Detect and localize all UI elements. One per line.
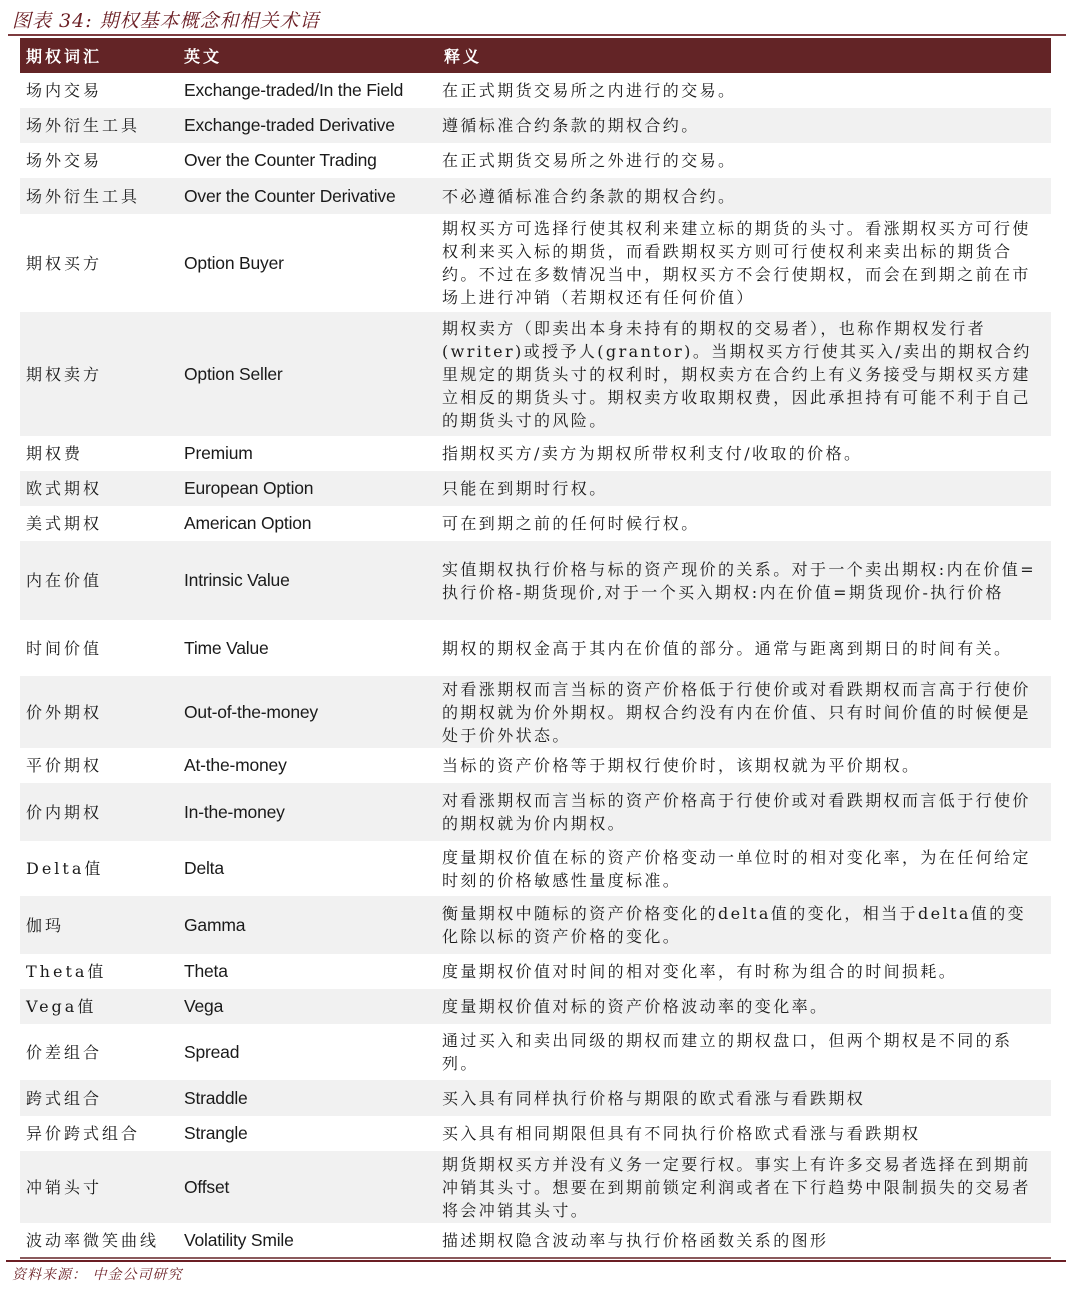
english-cell: Option Seller — [184, 363, 283, 384]
english-cell: Intrinsic Value — [184, 570, 290, 590]
english-cell: Theta — [184, 961, 228, 981]
definition-cell: 买入具有相同期限但具有不同执行价格欧式看涨与看跌期权 — [442, 1124, 921, 1143]
table-row — [20, 178, 1051, 214]
english-cell: Exchange-traded Derivative — [184, 115, 395, 135]
definition-cell: 实值期权执行价格与标的资产现价的关系。对于一个卖出期权:内在价值=执行价格-期货现价,对于一个买入期权:内在价值=期货现价-执行价格 — [442, 559, 1036, 602]
source-note: 资料来源： 中金公司研究 — [12, 1267, 183, 1283]
english-cell: Strangle — [184, 1123, 248, 1143]
english-cell: Straddle — [184, 1087, 248, 1108]
term-cell: 异价跨式组合 — [26, 1124, 141, 1143]
definition-cell: 期权卖方（即卖出本身未持有的期权的交易者），也称作期权发行者(writer)或授予人(grantor)。当期权买方行使其买入/卖出的期权合约里规定的期货头寸的权利时，期权卖方在合约上有义务接受与期权买方建立相反的期货头寸。期权卖方收取期权费，因此承担持有可能不利于自己的期货头寸的风险。 — [442, 318, 1032, 430]
header-english: 英文 — [184, 47, 223, 66]
table-row — [20, 312, 1051, 436]
english-cell: American Option — [184, 513, 312, 533]
english-cell: Vega — [184, 996, 224, 1016]
definition-cell: 期权买方可选择行使其权利来建立标的期货的头寸。看涨期权买方可行使权利来买入标的期货，而看跌期权买方则可行使权利来卖出标的期货合约。不过在多数情况当中，期权买方不会行使期权，而会在到期之前在市场上进行冲销（若期权还有任何价值） — [442, 219, 1031, 307]
english-cell: Spread — [184, 1041, 240, 1062]
term-cell: 内在价值 — [26, 571, 103, 590]
term-cell: 伽玛 — [26, 915, 65, 935]
term-cell: 场外衍生工具 — [26, 116, 141, 135]
english-cell: In-the-money — [184, 801, 285, 822]
term-cell: 跨式组合 — [26, 1088, 103, 1108]
term-cell: 平价期权 — [26, 756, 103, 775]
table-row — [20, 1151, 1051, 1223]
table-row — [20, 1223, 1051, 1258]
table-row — [20, 748, 1051, 783]
definition-cell: 当标的资产价格等于期权行使价时，该期权就为平价期权。 — [442, 756, 921, 775]
term-cell: 波动率微笑曲线 — [26, 1231, 160, 1250]
definition-cell: 期权的期权金高于其内在价值的部分。通常与距离到期日的时间有关。 — [442, 638, 1013, 658]
english-cell: Option Buyer — [184, 252, 284, 273]
definition-cell: 期货期权买方并没有义务一定要行权。事实上有许多交易者选择在到期前冲销其头寸。想要在到期前锁定利润或者在下行趋势中限制损失的交易者将会冲销其头寸。 — [442, 1154, 1031, 1220]
definition-cell: 不必遵循标准合约条款的期权合约。 — [442, 186, 737, 206]
definition-cell: 在正式期货交易所之外进行的交易。 — [442, 151, 737, 170]
term-cell: 场外交易 — [26, 151, 103, 170]
table-row — [20, 73, 1051, 108]
definition-cell: 买入具有同样执行价格与期限的欧式看涨与看跌期权 — [442, 1088, 866, 1108]
english-cell: Volatility Smile — [184, 1230, 294, 1250]
table-row — [20, 954, 1051, 989]
definition-cell: 衡量期权中随标的资产价格变化的delta值的变化，相当于delta值的变化除以标的资产价格的变化。 — [442, 904, 1026, 946]
english-cell: European Option — [184, 478, 314, 498]
term-cell: 时间价值 — [26, 638, 103, 658]
definition-cell: 对看涨期权而言当标的资产价格高于行使价或对看跌期权而言低于行使价的期权就为价内期权。 — [442, 791, 1031, 833]
definition-cell: 对看涨期权而言当标的资产价格低于行使价或对看跌期权而言高于行使价的期权就为价外期权。期权合约没有内在价值、只有时间价值的时候便是处于价外状态。 — [442, 679, 1031, 745]
figure-title: 图表 34: 期权基本概念和相关术语 — [12, 10, 320, 32]
table-row — [20, 783, 1051, 841]
english-cell: Over the Counter Trading — [184, 150, 377, 170]
table-row — [20, 841, 1051, 896]
header-term: 期权词汇 — [26, 47, 103, 66]
term-cell: 美式期权 — [26, 514, 103, 533]
table-row — [20, 506, 1051, 541]
table-row — [20, 989, 1051, 1024]
table-row — [20, 676, 1051, 748]
term-cell: 场外衍生工具 — [26, 186, 141, 206]
term-cell: 价外期权 — [26, 702, 103, 722]
definition-cell: 描述期权隐含波动率与执行价格函数关系的图形 — [442, 1231, 829, 1250]
english-cell: Premium — [184, 443, 253, 463]
table-row — [20, 620, 1051, 676]
english-cell: Over the Counter Derivative — [184, 185, 396, 206]
definition-cell: 度量期权价值在标的资产价格变动一单位时的相对变化率，为在任何给定时刻的价格敏感性量度标准。 — [442, 847, 1031, 890]
english-cell: Gamma — [184, 914, 246, 935]
table-row — [20, 143, 1051, 178]
english-cell: At-the-money — [184, 755, 287, 775]
english-cell: Time Value — [184, 637, 269, 658]
definition-cell: 在正式期货交易所之内进行的交易。 — [442, 81, 737, 100]
table-header-row — [20, 38, 1051, 73]
table-row — [20, 1080, 1051, 1116]
english-cell: Delta — [184, 858, 224, 878]
english-cell: Offset — [184, 1176, 230, 1197]
table-row — [20, 541, 1051, 620]
english-cell: Exchange-traded/In the Field — [184, 80, 404, 100]
title-divider — [8, 34, 1066, 36]
footer-divider — [6, 1260, 1066, 1262]
definition-cell: 通过买入和卖出同级的期权而建立的期权盘口，但两个期权是不同的系列。 — [442, 1031, 1013, 1073]
english-cell: Out-of-the-money — [184, 701, 318, 722]
term-cell: 期权买方 — [26, 253, 103, 273]
table-bottom-border — [20, 1257, 1051, 1259]
table-row — [20, 1116, 1051, 1151]
term-cell: Vega值 — [26, 997, 97, 1016]
table-row — [20, 1024, 1051, 1080]
term-cell: 期权费 — [26, 444, 84, 463]
table-row — [20, 896, 1051, 954]
table-row — [20, 214, 1051, 312]
term-cell: 场内交易 — [26, 81, 103, 100]
term-cell: Theta值 — [26, 962, 107, 981]
term-cell: 期权卖方 — [26, 364, 103, 384]
table-row — [20, 471, 1051, 506]
header-definition: 释义 — [444, 47, 483, 66]
term-cell: Delta值 — [26, 859, 104, 878]
term-cell: 冲销头寸 — [26, 1177, 103, 1197]
definition-cell: 度量期权价值对标的资产价格波动率的变化率。 — [442, 997, 829, 1016]
table-row — [20, 436, 1051, 471]
definition-cell: 只能在到期时行权。 — [442, 479, 608, 498]
term-cell: 价内期权 — [26, 802, 103, 822]
table-row — [20, 108, 1051, 143]
definition-cell: 遵循标准合约条款的期权合约。 — [442, 116, 700, 135]
term-cell: 欧式期权 — [26, 479, 103, 498]
definition-cell: 度量期权价值对时间的相对变化率，有时称为组合的时间损耗。 — [442, 962, 958, 981]
definition-cell: 可在到期之前的任何时候行权。 — [442, 514, 700, 533]
term-cell: 价差组合 — [26, 1042, 103, 1062]
options-glossary-table — [20, 38, 1051, 1258]
definition-cell: 指期权买方/卖方为期权所带权利支付/收取的价格。 — [442, 444, 863, 463]
